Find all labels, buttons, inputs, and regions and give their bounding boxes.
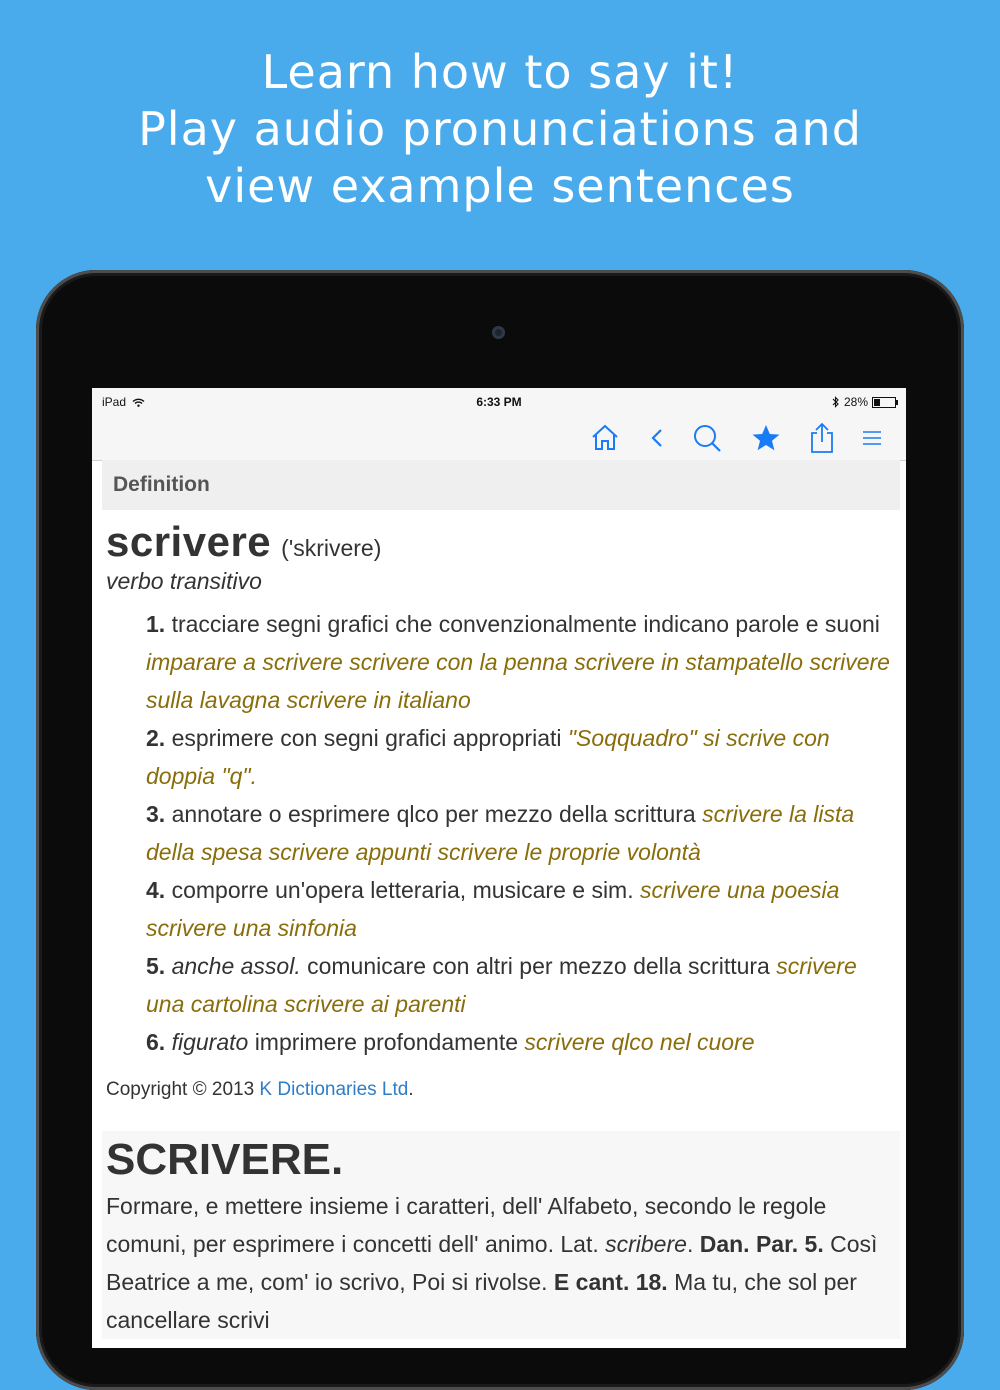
citation-quote: Così Beatrice a me, com' io scrivo, Poi si rivolse. <box>106 1231 878 1295</box>
menu-button[interactable] <box>854 420 890 456</box>
sense-text: comporre un'opera letteraria, musicare e sim. <box>171 877 634 903</box>
sense-label: figurato <box>171 1029 249 1055</box>
sense-example[interactable]: scrivere una poesia scrivere una sinfonia <box>146 877 840 941</box>
promo-headline <box>0 44 1000 215</box>
part-of-speech: verbo transitivo <box>106 568 262 594</box>
sense-text: imprimere profondamente <box>254 1029 519 1055</box>
home-button[interactable] <box>587 420 623 456</box>
sense-label: anche assol. <box>171 953 301 979</box>
sense-number: 1. <box>146 611 166 637</box>
definition-content <box>102 460 900 1348</box>
menu-icon <box>860 426 884 450</box>
sense-item <box>146 1023 896 1061</box>
back-icon <box>642 423 672 453</box>
dictionary-entry <box>102 518 900 1101</box>
copyright-link[interactable]: K Dictionaries Ltd <box>259 1079 409 1100</box>
sense-item <box>146 947 896 1023</box>
toolbar <box>92 416 906 461</box>
share-button[interactable] <box>804 420 840 456</box>
latin-word: scribere <box>605 1231 687 1257</box>
status-right <box>832 395 896 409</box>
second-entry-text: Formare, e mettere insieme i caratteri, dell' Alfabeto, secondo le regole comuni, per esprimere i concetti dell' animo. Lat. <box>106 1193 827 1257</box>
status-bar <box>92 388 906 416</box>
promo-line-3: view example sentences <box>205 159 795 213</box>
section-header: Definition <box>102 460 900 510</box>
pronunciation[interactable]: ('skrivere) <box>281 535 382 561</box>
sense-example[interactable]: "Soqquadro" si scrive con doppia "q". <box>146 725 830 789</box>
sense-number: 4. <box>146 877 166 903</box>
sense-item <box>146 795 896 871</box>
headword: scrivere <box>106 518 272 565</box>
ipad-screen <box>92 388 906 1348</box>
home-icon <box>590 423 620 453</box>
sense-text: comunicare con altri per mezzo della scrittura <box>307 953 770 979</box>
sense-number: 6. <box>146 1029 166 1055</box>
sense-number: 3. <box>146 801 166 827</box>
search-icon <box>691 422 723 454</box>
star-icon <box>751 423 781 453</box>
sense-list <box>146 605 896 1061</box>
second-entry <box>102 1131 900 1339</box>
camera-icon <box>492 326 505 339</box>
copyright-text: Copyright © 2013 <box>106 1079 255 1100</box>
battery-fill <box>874 399 880 406</box>
sense-example[interactable]: scrivere qlco nel cuore <box>524 1029 755 1055</box>
sense-item <box>146 605 896 719</box>
device-label: iPad <box>102 395 127 409</box>
citation-ref: Dan. Par. 5. <box>699 1231 824 1257</box>
copyright-line <box>106 1079 896 1101</box>
sense-example[interactable]: scrivere una cartolina scrivere ai parenti <box>146 953 857 1017</box>
share-icon <box>807 422 837 454</box>
status-time: 6:33 PM <box>476 395 522 409</box>
sense-item <box>146 871 896 947</box>
bluetooth-icon <box>832 396 840 408</box>
sense-text: tracciare segni grafici che convenzionalmente indicano parole e suoni <box>171 611 880 637</box>
sense-number: 2. <box>146 725 166 751</box>
sense-item <box>146 719 896 795</box>
citation-ref: E cant. 18. <box>553 1269 668 1295</box>
promo-line-1: Learn how to say it! <box>261 45 739 99</box>
sense-text: annotare o esprimere qlco per mezzo della scrittura <box>171 801 696 827</box>
copyright-suffix: . <box>408 1079 414 1100</box>
headword-line <box>106 518 896 566</box>
citation-quote: Ma tu, che sol per cancellare scrivi <box>106 1269 857 1333</box>
sense-text: esprimere con segni grafici appropriati <box>171 725 562 751</box>
second-headword: SCRIVERE. <box>106 1135 344 1184</box>
second-entry-text-end: . <box>686 1231 694 1257</box>
favorite-button[interactable] <box>748 420 784 456</box>
back-button[interactable] <box>639 420 675 456</box>
search-button[interactable] <box>689 420 725 456</box>
battery-icon <box>872 397 896 408</box>
sense-number: 5. <box>146 953 166 979</box>
promo-line-2: Play audio pronunciations and <box>138 102 862 156</box>
battery-percent: 28% <box>843 395 868 409</box>
second-entry-body <box>106 1187 896 1339</box>
sense-example[interactable]: imparare a scrivere scrivere con la penna scrivere in stampatello scrivere sulla lavagna scrivere in italiano <box>146 649 890 713</box>
sense-example[interactable]: scrivere la lista della spesa scrivere appunti scrivere le proprie volontà <box>146 801 855 865</box>
